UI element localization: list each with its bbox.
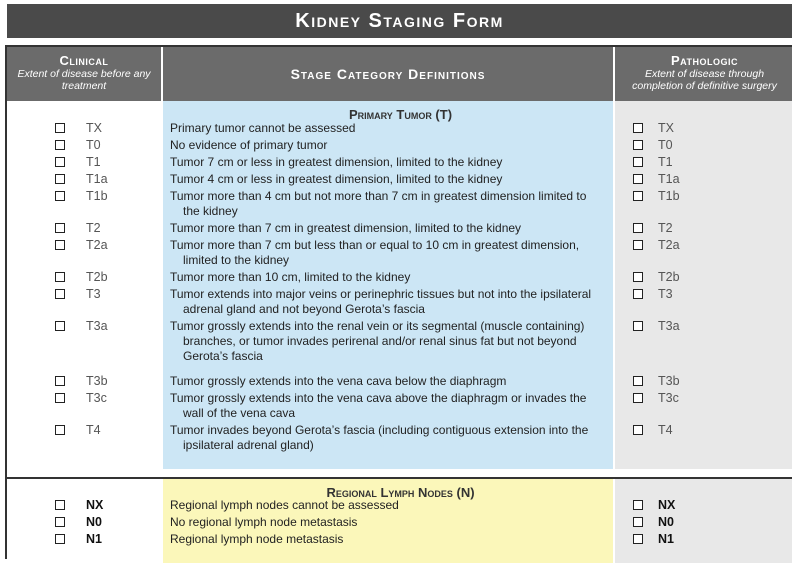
stage-definition: Tumor grossly extends into the renal vein or its segmental (muscle containing) branches, or tumor invades perirenal and/or renal sinus fat but not beyond Gerota’s fascia bbox=[170, 319, 585, 363]
pathologic-checkbox[interactable] bbox=[633, 376, 643, 386]
clinical-checkbox[interactable] bbox=[55, 393, 65, 403]
primary-tumor-title: Primary Tumor (T) bbox=[348, 107, 453, 122]
pathologic-checkbox[interactable] bbox=[633, 425, 643, 435]
pathologic-header bbox=[615, 47, 792, 101]
form-title: Kidney Staging Form bbox=[7, 4, 792, 38]
clinical-header-title: Clinical bbox=[59, 53, 109, 68]
stage-definition: Tumor invades beyond Gerota’s fascia (including contiguous extension into the ipsilateral adrenal gland) bbox=[170, 423, 589, 452]
stage-definition: Tumor extends into major veins or perinephric tissues but not into the ipsilateral adrenal gland and not beyond Gerota’s fascia bbox=[170, 287, 592, 316]
clinical-checkbox[interactable] bbox=[55, 157, 65, 167]
pathologic-code: T3 bbox=[658, 287, 673, 301]
stage-definition: Primary tumor cannot be assessed bbox=[170, 121, 356, 135]
clinical-code: T2 bbox=[86, 221, 101, 235]
pathologic-checkbox[interactable] bbox=[633, 289, 643, 299]
pathologic-header-subtitle: Extent of disease through completion of definitive surgery bbox=[632, 68, 777, 92]
stage-definition: Tumor grossly extends into the vena cava above the diaphragm or invades the wall of the vena cava bbox=[170, 391, 587, 420]
pathologic-code: T1a bbox=[658, 172, 680, 186]
primary-tumor-section bbox=[7, 101, 792, 469]
stage-definition: Tumor more than 7 cm in greatest dimension, limited to the kidney bbox=[170, 221, 522, 235]
clinical-code: TX bbox=[86, 121, 102, 135]
clinical-checkbox[interactable] bbox=[55, 321, 65, 331]
clinical-checkbox[interactable] bbox=[55, 289, 65, 299]
stage-definition: Tumor more than 7 cm but less than or equal to 10 cm in greatest dimension, limited to the kidney bbox=[170, 238, 580, 267]
pathologic-checkbox[interactable] bbox=[633, 321, 643, 331]
stage-definition: Tumor grossly extends into the vena cava below the diaphragm bbox=[170, 374, 507, 388]
pathologic-code: T3b bbox=[658, 374, 680, 388]
pathologic-code: N1 bbox=[658, 532, 674, 546]
clinical-code: T2a bbox=[86, 238, 108, 252]
clinical-checkbox[interactable] bbox=[55, 500, 65, 510]
stage-definition: Tumor 7 cm or less in greatest dimension, limited to the kidney bbox=[170, 155, 503, 169]
clinical-header-subtitle: Extent of disease before any treatment bbox=[17, 68, 151, 92]
clinical-code: T3 bbox=[86, 287, 101, 301]
clinical-checkbox[interactable] bbox=[55, 534, 65, 544]
pathologic-checkbox[interactable] bbox=[633, 272, 643, 282]
clinical-code: T3a bbox=[86, 319, 108, 333]
stage-definition: No regional lymph node metastasis bbox=[170, 515, 358, 529]
clinical-code: T1 bbox=[86, 155, 101, 169]
pathologic-checkbox[interactable] bbox=[633, 500, 643, 510]
pathologic-checkbox[interactable] bbox=[633, 174, 643, 184]
clinical-code: NX bbox=[86, 498, 104, 512]
pathologic-code: T1b bbox=[658, 189, 680, 203]
lymph-nodes-section bbox=[7, 477, 792, 563]
pathologic-code: T3c bbox=[658, 391, 679, 405]
clinical-checkbox[interactable] bbox=[55, 240, 65, 250]
pathologic-checkbox[interactable] bbox=[633, 240, 643, 250]
pathologic-code: T2 bbox=[658, 221, 673, 235]
staging-table bbox=[5, 45, 792, 559]
clinical-header bbox=[7, 47, 161, 101]
clinical-code: N0 bbox=[86, 515, 102, 529]
pathologic-code: T1 bbox=[658, 155, 673, 169]
pathologic-checkbox[interactable] bbox=[633, 534, 643, 544]
stage-definition: Regional lymph nodes cannot be assessed bbox=[170, 498, 399, 512]
pathologic-code: T3a bbox=[658, 319, 680, 333]
clinical-checkbox[interactable] bbox=[55, 272, 65, 282]
stage-definition: Tumor more than 4 cm but not more than 7 cm in greatest dimension limited to the kidney bbox=[170, 189, 587, 218]
stage-definition: Tumor 4 cm or less in greatest dimension, limited to the kidney bbox=[170, 172, 503, 186]
pathologic-checkbox[interactable] bbox=[633, 140, 643, 150]
pathologic-checkbox[interactable] bbox=[633, 191, 643, 201]
stage-definition: Regional lymph node metastasis bbox=[170, 532, 344, 546]
pathologic-code: T4 bbox=[658, 423, 673, 437]
stage-definition: No evidence of primary tumor bbox=[170, 138, 328, 152]
clinical-checkbox[interactable] bbox=[55, 140, 65, 150]
clinical-code: T1a bbox=[86, 172, 108, 186]
stage-definition: Tumor more than 10 cm, limited to the kidney bbox=[170, 270, 411, 284]
clinical-checkbox[interactable] bbox=[55, 517, 65, 527]
pathologic-code: T0 bbox=[658, 138, 673, 152]
clinical-checkbox[interactable] bbox=[55, 174, 65, 184]
pathologic-code: N0 bbox=[658, 515, 674, 529]
lymph-nodes-title: Regional Lymph Nodes (N) bbox=[326, 485, 475, 500]
pathologic-checkbox[interactable] bbox=[633, 157, 643, 167]
clinical-code: T4 bbox=[86, 423, 101, 437]
pathologic-checkbox[interactable] bbox=[633, 123, 643, 133]
clinical-checkbox[interactable] bbox=[55, 223, 65, 233]
pathologic-checkbox[interactable] bbox=[633, 223, 643, 233]
clinical-checkbox[interactable] bbox=[55, 376, 65, 386]
clinical-checkbox[interactable] bbox=[55, 191, 65, 201]
clinical-code: T0 bbox=[86, 138, 101, 152]
pathologic-code: TX bbox=[658, 121, 674, 135]
clinical-code: N1 bbox=[86, 532, 102, 546]
clinical-code: T2b bbox=[86, 270, 108, 284]
clinical-code: T3c bbox=[86, 391, 107, 405]
pathologic-checkbox[interactable] bbox=[633, 517, 643, 527]
pathologic-header-title: Pathologic bbox=[671, 53, 738, 68]
pathologic-code: NX bbox=[658, 498, 676, 512]
clinical-checkbox[interactable] bbox=[55, 123, 65, 133]
clinical-code: T1b bbox=[86, 189, 108, 203]
clinical-checkbox[interactable] bbox=[55, 425, 65, 435]
pathologic-checkbox[interactable] bbox=[633, 393, 643, 403]
pathologic-code: T2a bbox=[658, 238, 680, 252]
clinical-code: T3b bbox=[86, 374, 108, 388]
pathologic-code: T2b bbox=[658, 270, 680, 284]
definitions-header: Stage Category Definitions bbox=[161, 47, 615, 101]
